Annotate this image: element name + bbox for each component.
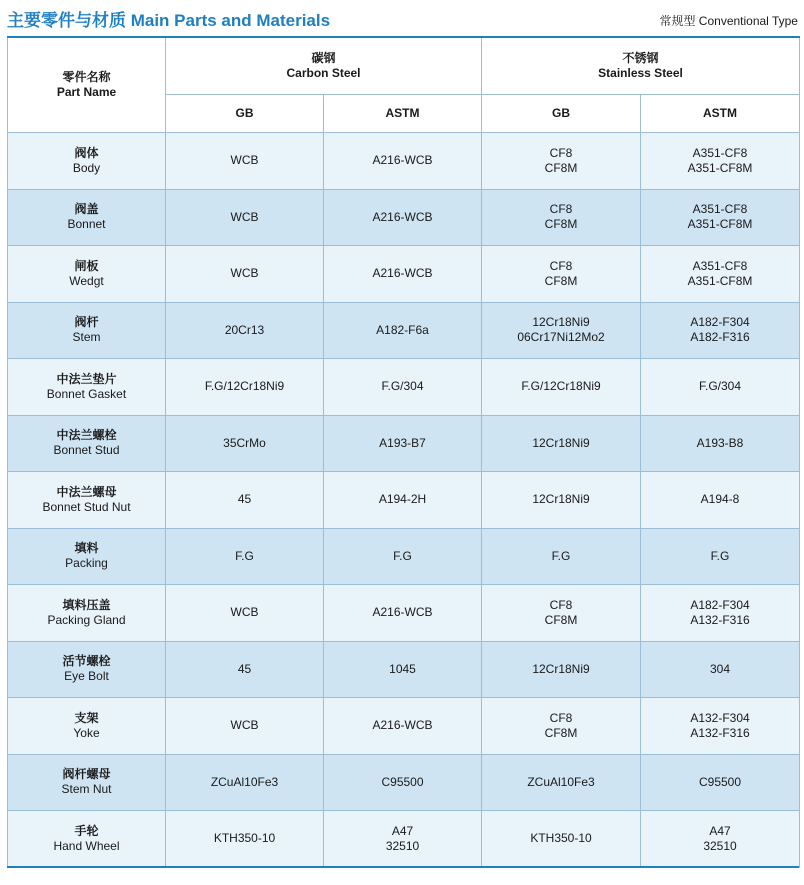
material-value: 12Cr18Ni9 xyxy=(532,492,590,507)
part-name-en: Wedgt xyxy=(69,273,104,288)
part-name-cell xyxy=(8,359,166,416)
carbon-gb-cell xyxy=(166,189,324,246)
carbon-astm-cell xyxy=(324,472,482,529)
carbon-astm-cell xyxy=(324,302,482,359)
material-value: A216-WCB xyxy=(372,209,433,224)
carbon-steel-header-zh: 碳钢 xyxy=(311,51,336,65)
carbon-gb-cell xyxy=(166,246,324,303)
stainless-astm-cell xyxy=(641,472,800,529)
carbon-gb-cell xyxy=(166,698,324,755)
part-name-cell xyxy=(8,472,166,529)
carbon-gb-cell xyxy=(166,585,324,642)
stainless-gb-cell xyxy=(482,472,641,529)
material-value: CF8M xyxy=(544,273,578,288)
stainless-astm-cell xyxy=(641,189,800,246)
material-value: A194-2H xyxy=(378,492,427,507)
material-value: CF8M xyxy=(544,725,578,740)
part-name-cell xyxy=(8,415,166,472)
material-value: F.G/12Cr18Ni9 xyxy=(204,379,285,394)
stainless-gb-header: GB xyxy=(482,95,641,133)
part-name-en: Packing Gland xyxy=(47,612,126,627)
stainless-astm-cell xyxy=(641,415,800,472)
part-name-en: Stem Nut xyxy=(61,782,112,797)
carbon-astm-cell xyxy=(324,641,482,698)
part-name-cell xyxy=(8,641,166,698)
part-name-cell xyxy=(8,528,166,585)
part-name-zh: 阀杆 xyxy=(74,315,99,330)
material-value: 304 xyxy=(710,661,731,676)
part-name-en: Yoke xyxy=(73,725,100,740)
material-value: CF8 xyxy=(549,258,573,273)
stainless-gb-cell xyxy=(482,754,641,811)
stainless-gb-cell xyxy=(482,528,641,585)
carbon-steel-header-en: Carbon Steel xyxy=(286,66,361,80)
material-value: WCB xyxy=(230,718,259,733)
stainless-gb-cell xyxy=(482,189,641,246)
carbon-gb-cell xyxy=(166,528,324,585)
part-name-cell xyxy=(8,302,166,359)
part-name-cell xyxy=(8,189,166,246)
table-row xyxy=(8,246,800,303)
part-name-header xyxy=(8,37,166,133)
material-value: A132-F316 xyxy=(690,612,750,627)
part-name-en: Body xyxy=(72,160,101,175)
part-name-zh: 填料压盖 xyxy=(62,597,111,612)
material-value: C95500 xyxy=(698,774,742,789)
part-name-en: Bonnet Stud Nut xyxy=(42,499,131,514)
stainless-gb-cell xyxy=(482,585,641,642)
material-value: ZCuAl10Fe3 xyxy=(527,774,595,789)
table-row xyxy=(8,359,800,416)
material-value: F.G xyxy=(235,548,254,563)
material-value: CF8 xyxy=(549,202,573,217)
material-value: C95500 xyxy=(381,774,424,789)
stainless-astm-cell xyxy=(641,528,800,585)
stainless-steel-header-en: Stainless Steel xyxy=(598,66,683,80)
material-value: 1045 xyxy=(389,661,416,676)
material-value: 06Cr17Ni12Mo2 xyxy=(517,330,605,345)
stainless-gb-cell xyxy=(482,302,641,359)
material-value: WCB xyxy=(230,153,259,168)
carbon-astm-cell xyxy=(324,811,482,868)
stainless-steel-header-zh: 不锈钢 xyxy=(622,51,659,65)
part-name-cell xyxy=(8,754,166,811)
material-value: A216-WCB xyxy=(372,153,433,168)
materials-table xyxy=(7,36,800,868)
part-name-header-zh: 零件名称 xyxy=(62,70,111,84)
material-value: KTH350-10 xyxy=(530,831,592,846)
carbon-astm-header: ASTM xyxy=(324,95,482,133)
material-value: A216-WCB xyxy=(372,605,433,620)
stainless-gb-cell xyxy=(482,359,641,416)
material-value: A182-F316 xyxy=(690,330,750,345)
material-value: A351-CF8M xyxy=(687,217,753,232)
material-value: A216-WCB xyxy=(372,266,433,281)
material-value: F.G xyxy=(710,548,730,563)
carbon-gb-cell xyxy=(166,302,324,359)
table-bottom-rule xyxy=(7,866,799,868)
material-value: CF8 xyxy=(549,710,573,725)
part-name-cell xyxy=(8,698,166,755)
carbon-gb-cell xyxy=(166,754,324,811)
part-name-en: Bonnet Gasket xyxy=(46,386,127,401)
table-row xyxy=(8,698,800,755)
material-value: A351-CF8M xyxy=(687,160,753,175)
part-name-zh: 闸板 xyxy=(74,258,99,273)
part-name-en: Eye Bolt xyxy=(64,669,109,684)
material-value: A182-F6a xyxy=(376,322,429,337)
material-value: A351-CF8 xyxy=(692,202,748,217)
material-value: A132-F316 xyxy=(690,725,750,740)
part-name-zh: 阀盖 xyxy=(74,202,99,217)
carbon-gb-cell xyxy=(166,415,324,472)
carbon-gb-cell xyxy=(166,472,324,529)
carbon-gb-cell xyxy=(166,641,324,698)
part-name-en: Hand Wheel xyxy=(53,838,120,853)
carbon-gb-cell xyxy=(166,811,324,868)
part-name-en: Bonnet xyxy=(67,217,106,232)
table-row xyxy=(8,585,800,642)
page-title: 主要零件与材质 Main Parts and Materials xyxy=(7,11,331,30)
material-value: 20Cr13 xyxy=(224,322,265,337)
material-value: 45 xyxy=(237,661,252,676)
stainless-gb-cell xyxy=(482,811,641,868)
material-value: A182-F304 xyxy=(690,597,750,612)
stainless-astm-cell xyxy=(641,698,800,755)
material-value: 32510 xyxy=(385,838,420,853)
material-value: WCB xyxy=(230,266,259,281)
carbon-astm-cell xyxy=(324,585,482,642)
material-value: F.G xyxy=(393,548,412,563)
stainless-astm-header: ASTM xyxy=(641,95,800,133)
carbon-astm-cell xyxy=(324,246,482,303)
carbon-steel-header xyxy=(166,37,482,95)
material-value: A216-WCB xyxy=(372,718,433,733)
material-value: A351-CF8 xyxy=(692,258,748,273)
material-value: CF8M xyxy=(544,612,578,627)
stainless-gb-cell xyxy=(482,133,641,190)
material-value: F.G/304 xyxy=(699,379,742,394)
carbon-astm-cell xyxy=(324,189,482,246)
material-value: 12Cr18Ni9 xyxy=(532,435,590,450)
carbon-gb-header: GB xyxy=(166,95,324,133)
material-value: A193-B7 xyxy=(379,435,426,450)
material-value: F.G xyxy=(551,548,571,563)
material-value: A132-F304 xyxy=(690,710,750,725)
carbon-gb-cell xyxy=(166,359,324,416)
table-header-row xyxy=(8,37,800,95)
table-row xyxy=(8,811,800,868)
material-value: 35CrMo xyxy=(223,435,266,450)
stainless-gb-cell xyxy=(482,246,641,303)
stainless-astm-cell xyxy=(641,246,800,303)
part-name-cell xyxy=(8,811,166,868)
table-row xyxy=(8,133,800,190)
table-row xyxy=(8,641,800,698)
material-value: CF8 xyxy=(549,145,573,160)
material-value: A182-F304 xyxy=(690,315,750,330)
part-name-zh: 支架 xyxy=(74,710,99,725)
stainless-astm-cell xyxy=(641,754,800,811)
material-value: A194-8 xyxy=(700,492,740,507)
carbon-astm-cell xyxy=(324,754,482,811)
table-row xyxy=(8,472,800,529)
stainless-astm-cell xyxy=(641,359,800,416)
stainless-gb-cell xyxy=(482,641,641,698)
table-row xyxy=(8,754,800,811)
material-value: F.G/304 xyxy=(381,379,424,394)
material-value: A193-B8 xyxy=(696,435,744,450)
stainless-gb-cell xyxy=(482,698,641,755)
part-name-cell xyxy=(8,246,166,303)
stainless-astm-cell xyxy=(641,133,800,190)
part-name-zh: 活节螺栓 xyxy=(62,654,111,669)
material-value: 12Cr18Ni9 xyxy=(532,661,590,676)
stainless-astm-cell xyxy=(641,811,800,868)
table-row xyxy=(8,415,800,472)
material-value: F.G/12Cr18Ni9 xyxy=(521,379,601,394)
material-value: A47 xyxy=(709,823,731,838)
carbon-astm-cell xyxy=(324,528,482,585)
part-name-en: Stem xyxy=(72,330,101,345)
material-value: WCB xyxy=(230,605,259,620)
part-name-zh: 中法兰垫片 xyxy=(56,371,117,386)
material-value: 32510 xyxy=(703,838,737,853)
stainless-astm-cell xyxy=(641,302,800,359)
part-name-en: Packing xyxy=(65,556,108,571)
material-value: ZCuAl10Fe3 xyxy=(210,774,279,789)
part-name-zh: 手轮 xyxy=(74,823,99,838)
carbon-astm-cell xyxy=(324,415,482,472)
table-body xyxy=(8,133,800,868)
page-header xyxy=(0,0,804,36)
part-name-en: Bonnet Stud xyxy=(53,443,120,458)
stainless-gb-cell xyxy=(482,415,641,472)
material-value: A351-CF8 xyxy=(692,145,748,160)
stainless-astm-cell xyxy=(641,641,800,698)
part-name-header-en: Part Name xyxy=(56,85,117,99)
carbon-astm-cell xyxy=(324,698,482,755)
page-subtitle: 常规型 Conventional Type xyxy=(659,14,798,28)
part-name-zh: 中法兰螺母 xyxy=(56,484,117,499)
part-name-zh: 中法兰螺栓 xyxy=(56,428,117,443)
material-value: A351-CF8M xyxy=(687,273,753,288)
material-value: 12Cr18Ni9 xyxy=(532,315,590,330)
table-row xyxy=(8,189,800,246)
table-row xyxy=(8,302,800,359)
material-value: CF8M xyxy=(544,160,578,175)
carbon-astm-cell xyxy=(324,359,482,416)
stainless-steel-header xyxy=(482,37,800,95)
table-row xyxy=(8,528,800,585)
part-name-zh: 填料 xyxy=(74,541,99,556)
material-value: KTH350-10 xyxy=(213,831,276,846)
part-name-zh: 阀杆螺母 xyxy=(62,767,111,782)
material-value: A47 xyxy=(391,823,414,838)
material-value: CF8 xyxy=(549,597,573,612)
part-name-cell xyxy=(8,133,166,190)
part-name-cell xyxy=(8,585,166,642)
part-name-zh: 阀体 xyxy=(74,145,99,160)
stainless-astm-cell xyxy=(641,585,800,642)
carbon-astm-cell xyxy=(324,133,482,190)
material-value: CF8M xyxy=(544,217,578,232)
material-value: WCB xyxy=(230,209,259,224)
material-value: 45 xyxy=(237,492,252,507)
carbon-gb-cell xyxy=(166,133,324,190)
